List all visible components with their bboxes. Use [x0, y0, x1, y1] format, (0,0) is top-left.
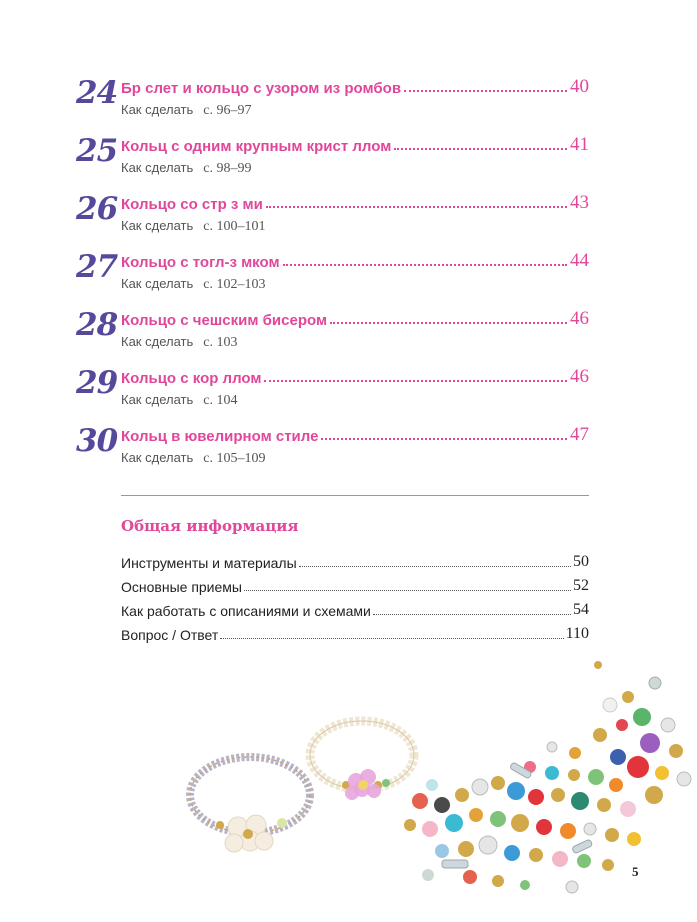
entry-number: 27 [76, 249, 118, 285]
how-pages: с. 100–101 [203, 219, 266, 234]
entry-page: 40 [570, 76, 589, 97]
info-item-page: 50 [573, 553, 589, 570]
how-label: Как сделать [121, 160, 194, 175]
dot-leader [373, 614, 571, 615]
info-item-page: 52 [573, 577, 589, 594]
entry-number: 30 [76, 423, 118, 459]
how-pages: с. 105–109 [203, 451, 266, 466]
entry-title[interactable]: Кольц с одним крупным крист ллом [121, 138, 392, 155]
dot-leader [321, 438, 567, 440]
entry-number: 25 [76, 133, 118, 169]
how-pages: с. 104 [203, 393, 238, 408]
toc-entry-26[interactable] [76, 188, 589, 246]
entry-number: 29 [76, 365, 118, 401]
info-item[interactable] [121, 571, 589, 595]
ring-with-pink-flower [310, 721, 414, 800]
how-label: Как сделать [121, 334, 194, 349]
entry-number: 28 [76, 307, 118, 343]
entry-number: 26 [76, 191, 118, 227]
how-label: Как сделать [121, 218, 194, 233]
entry-page: 46 [570, 366, 589, 387]
entry-page: 46 [570, 308, 589, 329]
toc-list [76, 72, 589, 478]
info-item[interactable] [121, 547, 589, 571]
entry-page: 47 [570, 424, 589, 445]
entry-number: 24 [76, 75, 118, 111]
scattered-beads [404, 661, 691, 893]
info-item[interactable] [121, 619, 589, 643]
info-item-page: 110 [565, 625, 589, 642]
beaded-rings-photo [180, 655, 697, 905]
toc-entry-30[interactable] [76, 420, 589, 478]
how-pages: с. 103 [203, 335, 238, 350]
info-item-page: 54 [573, 601, 589, 618]
entry-title[interactable]: Кольцо со стр з ми [121, 196, 263, 213]
entry-page: 44 [570, 250, 589, 271]
how-label: Как сделать [121, 276, 194, 291]
info-item-label[interactable]: Инструменты и материалы [121, 555, 297, 571]
dot-leader [266, 206, 567, 208]
how-label: Как сделать [121, 450, 194, 465]
how-pages: с. 102–103 [203, 277, 266, 292]
entry-page: 41 [570, 134, 589, 155]
how-pages: с. 96–97 [203, 103, 252, 118]
toc-entry-28[interactable] [76, 304, 589, 362]
how-pages: с. 98–99 [203, 161, 252, 176]
info-item-label[interactable]: Вопрос / Ответ [121, 627, 219, 643]
toc-entry-25[interactable] [76, 130, 589, 188]
section-title: Общая информация [121, 517, 299, 535]
entry-title[interactable]: Кольцо с кор ллом [121, 370, 262, 387]
toc-entry-27[interactable] [76, 246, 589, 304]
how-label: Как сделать [121, 102, 194, 117]
entry-page: 43 [570, 192, 589, 213]
info-item[interactable] [121, 595, 589, 619]
entry-title[interactable]: Бр слет и кольцо с узором из ромбов [121, 80, 402, 97]
dot-leader [330, 322, 567, 324]
toc-entry-29[interactable] [76, 362, 589, 420]
how-label: Как сделать [121, 392, 194, 407]
entry-title[interactable]: Кольцо с чешским бисером [121, 312, 328, 329]
info-item-label[interactable]: Как работать с описаниями и схемами [121, 603, 371, 619]
entry-title[interactable]: Кольцо с тогл-з мком [121, 254, 280, 271]
entry-title[interactable]: Кольц в ювелирном стиле [121, 428, 319, 445]
page-number: 5 [632, 864, 639, 879]
dot-leader [394, 148, 567, 150]
general-info-section [121, 517, 589, 643]
dot-leader [264, 380, 567, 382]
dot-leader [404, 90, 567, 92]
section-divider [121, 495, 589, 496]
toc-entry-24[interactable] [76, 72, 589, 130]
dot-leader [283, 264, 567, 266]
info-item-label[interactable]: Основные приемы [121, 579, 242, 595]
dot-leader [244, 590, 571, 591]
ring-with-white-flower [190, 757, 310, 852]
dot-leader [220, 638, 563, 639]
dot-leader [299, 566, 571, 567]
